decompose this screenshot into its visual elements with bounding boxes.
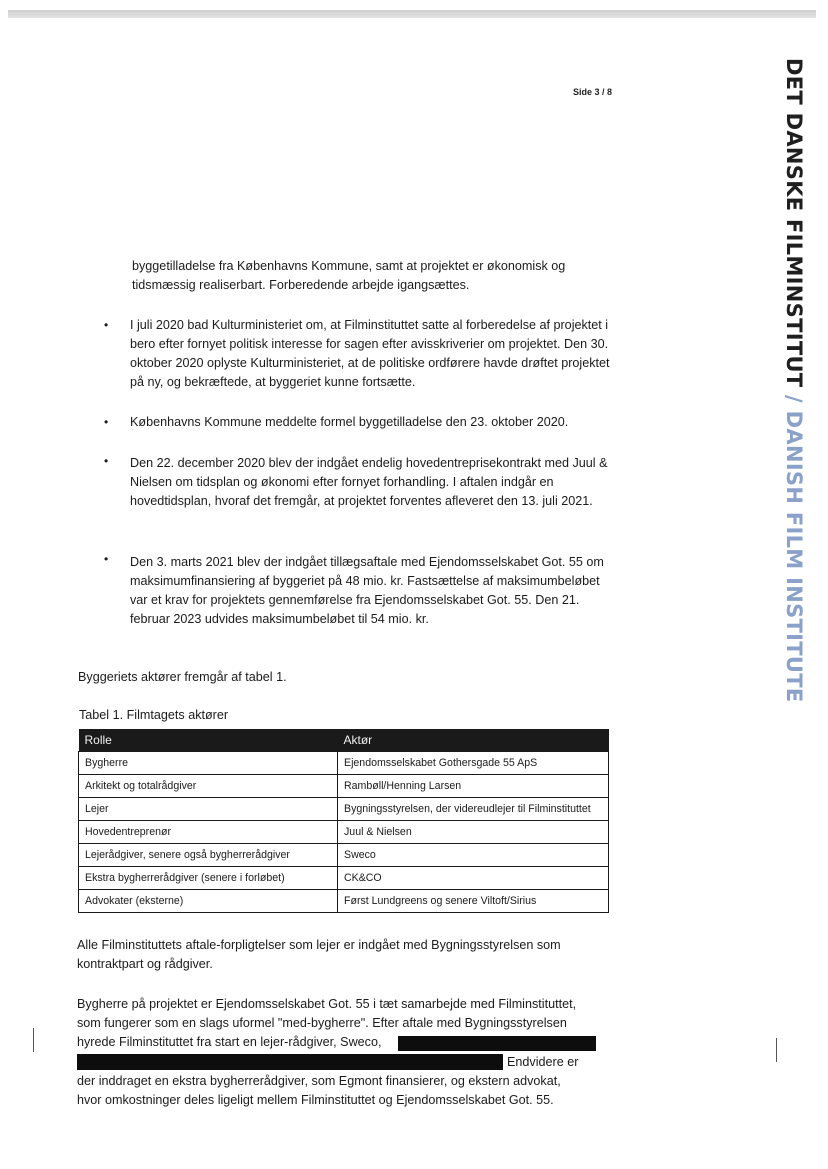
closing-line-6: hvor omkostninger deles ligeligt mellem Filminstituttet og Ejendomsselskabet Got. 55. bbox=[77, 1093, 554, 1107]
brand-slash: / bbox=[782, 395, 806, 404]
closing-line-5: der inddraget en ekstra bygherrerådgiver, som Egmont finansierer, og ekstern advokat, bbox=[77, 1074, 561, 1088]
bullet-item: Den 22. december 2020 blev der indgået endelig hovedentreprisekontrakt med Juul & Nielsen om tidsplan og økonomi efter fornyet forhandling. I aftalen indgår en hovedtidsplan, hvoraf det fremgår, at projektet forventes afleveret den 13. juli 2021. bbox=[130, 456, 608, 508]
table-row bbox=[79, 821, 609, 844]
actor-cell: Sweco bbox=[338, 844, 609, 867]
brand-logotype bbox=[782, 58, 806, 703]
column-header-actor: Aktør bbox=[338, 729, 609, 752]
table-caption: Tabel 1. Filmtagets aktører bbox=[79, 708, 229, 722]
bullet-marker: • bbox=[104, 318, 109, 332]
contract-paragraph: Alle Filminstituttets aftale-forpligtelser som lejer er indgået med Bygningsstyrelsen som kontraktpart og rådgiver. bbox=[77, 938, 561, 971]
margin-mark-left bbox=[33, 1028, 34, 1052]
table-row bbox=[79, 844, 609, 867]
page-number: Side 3 / 8 bbox=[573, 87, 613, 97]
redaction-bar bbox=[77, 1054, 503, 1070]
actor-cell: Ejendomsselskabet Gothersgade 55 ApS bbox=[338, 752, 609, 775]
role-cell: Lejer bbox=[79, 798, 338, 821]
bullet-marker: • bbox=[104, 415, 109, 429]
bullet-marker: • bbox=[104, 454, 109, 468]
brand-danish: DET DANSKE FILMINSTITUT bbox=[782, 58, 806, 388]
bullet-item: I juli 2020 bad Kulturministeriet om, at Filminstituttet satte al forberedelse af projektet i bero efter fornyet politisk interesse for sagen efter avisskriverier om projektet. Den 30. oktober 2020 oplyste Kulturministeriet, at de politiske ordførere havde drøftet projektet på ny, og bekræftede, at byggeriet kunne fortsætte. bbox=[130, 318, 610, 389]
closing-line-2: som fungerer som en slags uformel "med-bygherre". Efter aftale med Bygningsstyrelsen bbox=[77, 1016, 567, 1030]
actor-cell: Rambøll/Henning Larsen bbox=[338, 775, 609, 798]
closing-line-3: hyrede Filminstituttet fra start en lejer-rådgiver, Sweco, bbox=[77, 1035, 382, 1049]
scan-edge bbox=[8, 10, 816, 18]
margin-mark-right bbox=[776, 1038, 777, 1062]
table-row bbox=[79, 752, 609, 775]
table-row bbox=[79, 798, 609, 821]
table-row bbox=[79, 867, 609, 890]
role-cell: Arkitekt og totalrådgiver bbox=[79, 775, 338, 798]
actor-cell: CK&CO bbox=[338, 867, 609, 890]
brand-english: DANISH FILM INSTITUTE bbox=[782, 410, 806, 703]
column-header-role: Rolle bbox=[79, 729, 338, 752]
intro-paragraph: byggetilladelse fra Københavns Kommune, samt at projektet er økonomisk og tidsmæssig realiserbart. Forberedende arbejde igangsættes. bbox=[132, 259, 566, 292]
role-cell: Lejerådgiver, senere også bygherrerådgiver bbox=[79, 844, 338, 867]
redaction-bar bbox=[398, 1036, 596, 1051]
table-header-row bbox=[79, 729, 609, 752]
closing-line-4-tail: Endvidere er bbox=[507, 1055, 579, 1069]
bullet-item: Den 3. marts 2021 blev der indgået tillægsaftale med Ejendomsselskabet Got. 55 om maksimumfinansiering af byggeriet på 48 mio. kr. Fastsættelse af maksimumbeløbet var et krav for projektets gennemførelse fra Ejendomsselskabet Got. 55. Den 21. februar 2023 udvides maksimumbeløbet til 54 mio. kr. bbox=[130, 555, 604, 626]
role-cell: Bygherre bbox=[79, 752, 338, 775]
actor-cell: Bygningsstyrelsen, der videreudlejer til Filminstituttet bbox=[338, 798, 609, 821]
table-row bbox=[79, 890, 609, 913]
role-cell: Ekstra bygherrerådgiver (senere i forløbet) bbox=[79, 867, 338, 890]
table-intro: Byggeriets aktører fremgår af tabel 1. bbox=[78, 670, 287, 684]
role-cell: Advokater (eksterne) bbox=[79, 890, 338, 913]
bullet-marker: • bbox=[104, 552, 109, 566]
actor-cell: Juul & Nielsen bbox=[338, 821, 609, 844]
bullet-item: Københavns Kommune meddelte formel byggetilladelse den 23. oktober 2020. bbox=[130, 415, 569, 429]
closing-line-1: Bygherre på projektet er Ejendomsselskabet Got. 55 i tæt samarbejde med Filminstituttet, bbox=[77, 997, 577, 1011]
actors-table bbox=[78, 729, 609, 913]
role-cell: Hovedentreprenør bbox=[79, 821, 338, 844]
actor-cell: Først Lundgreens og senere Viltoft/Sirius bbox=[338, 890, 609, 913]
table-row bbox=[79, 775, 609, 798]
